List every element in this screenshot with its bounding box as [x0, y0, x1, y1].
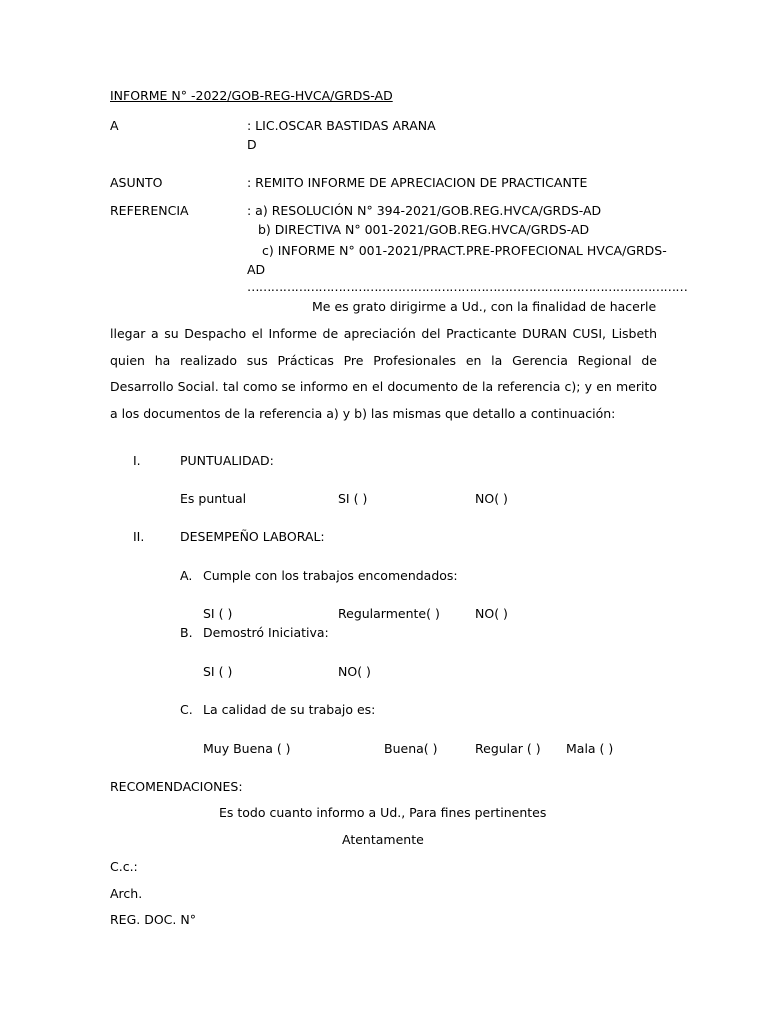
item-work-quality: La calidad de su trabajo es: [203, 702, 376, 717]
tasks-yes-option: SI ( ) [203, 606, 233, 621]
punctual-no-option: NO( ) [475, 491, 508, 506]
initiative-no-option: NO( ) [338, 664, 371, 679]
reference-c: c) INFORME N° 001-2021/PRACT.PRE-PROFECIONAL HVCA/GRDS- [262, 243, 667, 258]
body-line: quien ha realizado sus Prácticas Pre Profesionales en la Gerencia Regional de [110, 353, 657, 368]
body-last-line: a los documentos de la referencia a) y b) las mismas que detallo a continuación: [110, 406, 616, 421]
quality-bad-option: Mala ( ) [566, 741, 614, 756]
report-title: INFORME N° -2022/GOB-REG-HVCA/GRDS-AD [110, 88, 393, 103]
cc-label: C.c.: [110, 859, 138, 874]
body-paragraph [110, 326, 657, 406]
punctual-label: Es puntual [180, 491, 247, 506]
body-first-line: Me es grato dirigirme a Ud., con la finalidad de hacerle [312, 299, 657, 314]
to-value: : LIC.OSCAR BASTIDAS ARANA [247, 118, 436, 133]
sign-off: Atentamente [342, 832, 424, 847]
item-letter: A. [180, 568, 193, 583]
reference-b: b) DIRECTIVA N° 001-2021/GOB.REG.HVCA/GRDS-AD [258, 222, 590, 237]
reference-c-continuation: AD [247, 262, 266, 277]
section-number: II. [133, 529, 145, 544]
section-number: I. [133, 453, 141, 468]
initiative-yes-option: SI ( ) [203, 664, 233, 679]
section-title-performance: DESEMPEÑO LABORAL: [180, 529, 325, 544]
dotted-separator: ………………………………………………………………………………………………… [247, 279, 688, 294]
tasks-no-option: NO( ) [475, 606, 508, 621]
item-initiative: Demostró Iniciativa: [203, 625, 329, 640]
to-value-continuation: D [247, 137, 257, 152]
reference-a: : a) RESOLUCIÓN N° 394-2021/GOB.REG.HVCA/GRDS-AD [247, 203, 602, 218]
punctual-yes-option: SI ( ) [338, 491, 368, 506]
document-registry-label: REG. DOC. N° [110, 912, 196, 927]
subject-label: ASUNTO [110, 175, 163, 190]
to-label: A [110, 118, 119, 133]
body-line: Desarrollo Social. tal como se informo en el documento de la referencia c); y en merito [110, 379, 657, 394]
item-letter: B. [180, 625, 193, 640]
body-line: llegar a su Despacho el Informe de apreciación del Practicante DURAN CUSI, Lisbeth [110, 326, 657, 341]
quality-good-option: Buena( ) [384, 741, 438, 756]
recommendations-heading: RECOMENDACIONES: [110, 779, 243, 794]
item-fulfills-tasks: Cumple con los trabajos encomendados: [203, 568, 458, 583]
quality-regular-option: Regular ( ) [475, 741, 541, 756]
item-letter: C. [180, 702, 193, 717]
quality-very-good-option: Muy Buena ( ) [203, 741, 291, 756]
section-title-punctuality: PUNTUALIDAD: [180, 453, 274, 468]
reference-label: REFERENCIA [110, 203, 189, 218]
closing-sentence: Es todo cuanto informo a Ud., Para fines pertinentes [219, 805, 547, 820]
tasks-regular-option: Regularmente( ) [338, 606, 440, 621]
archive-label: Arch. [110, 886, 143, 901]
subject-value: : REMITO INFORME DE APRECIACION DE PRACTICANTE [247, 175, 588, 190]
